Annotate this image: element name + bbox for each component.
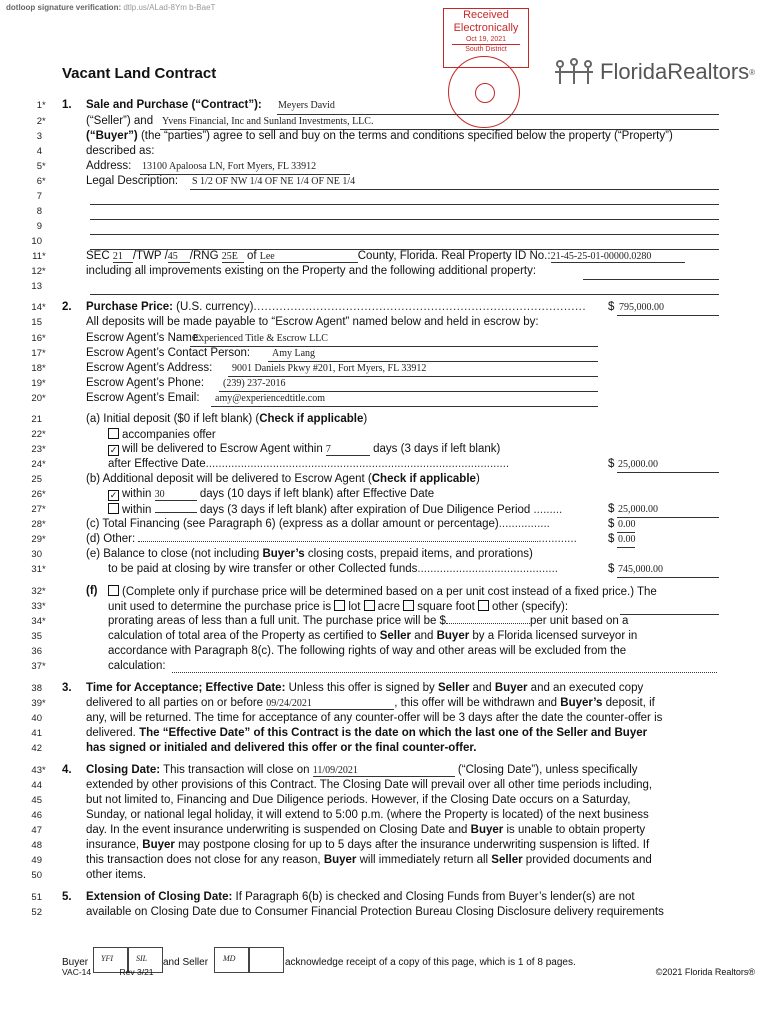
accompanies-label: accompanies offer <box>122 429 216 441</box>
form-rev: Rev 3/21 <box>119 967 154 977</box>
excluded-calc-label: calculation: <box>108 660 166 672</box>
unit-used-label: unit used to determine the purchase price is <box>108 601 332 613</box>
county-text: County, Florida. Real Property ID No.: <box>357 250 551 262</box>
line-number <box>0 116 48 127</box>
line-number <box>0 534 48 545</box>
line-number-value: 47 <box>31 825 42 836</box>
other-field[interactable] <box>138 541 538 542</box>
line-number <box>0 348 48 359</box>
required-star-icon: * <box>42 116 46 127</box>
seller-initial-box-2[interactable] <box>249 947 284 973</box>
line-number-value: 5 <box>36 161 42 172</box>
additional-deposit-amount[interactable]: 25,000.00 <box>618 504 658 515</box>
address-label: Address: <box>86 160 132 172</box>
accompanies-checkbox[interactable] <box>108 428 119 439</box>
line-number <box>0 444 48 455</box>
dotloop-verification <box>6 3 215 12</box>
line-number-value: 36 <box>31 646 42 657</box>
buyer-initial-2: SIL <box>136 954 148 963</box>
initial-deposit-text: (a) Initial deposit ($0 if left blank) (Check if applicable) <box>86 413 368 425</box>
per-unit-based-label: per unit based on a <box>529 615 629 627</box>
initial-deposit-amount[interactable]: 25,000.00 <box>618 459 658 470</box>
parcel-id-field[interactable]: 21-45-25-01-00000.0280 <box>551 251 685 263</box>
excluded-areas-field[interactable] <box>172 672 717 673</box>
prorating-label: prorating areas of less than a full unit. The purchase price will be $ <box>108 615 446 627</box>
stamp-seal-icon <box>448 56 520 128</box>
required-star-icon: * <box>42 564 46 575</box>
line-number <box>0 519 48 530</box>
other-label: (d) Other: <box>86 533 136 545</box>
accordance-text: accordance with Paragraph 8(c). The following rights of way and other areas will be excluded from the <box>108 645 627 657</box>
section-3-heading: Time for Acceptance; Effective Date: <box>86 682 286 694</box>
line-number-value: 30 <box>31 549 42 560</box>
line-number <box>0 504 48 515</box>
closing-date-suffix: (“Closing Date”), unless specifically <box>457 764 638 776</box>
including-text: including all improvements existing on the Property and the following additional property: <box>86 265 537 277</box>
per-unit-text <box>108 585 657 598</box>
line-number-value: 20 <box>31 393 42 404</box>
financing-label: (c) Total Financing (see Paragraph 6) (express as a dollar amount or percentage) <box>86 518 499 530</box>
required-star-icon: * <box>42 100 46 111</box>
lot-label: lot <box>348 601 361 613</box>
required-star-icon: * <box>42 765 46 776</box>
florida-realtors-logo <box>552 58 755 86</box>
balance-to-close-text-2: to be paid at closing by wire transfer or other Collected funds............................................ <box>108 563 558 575</box>
section-3-line5: has signed or initialed and delivered this offer or the final counter-offer. <box>86 742 477 754</box>
acre-label: acre <box>377 601 401 613</box>
twp-field[interactable]: 45 <box>168 251 190 263</box>
page-title: Vacant Land Contract <box>62 65 217 82</box>
purchase-price-row: Purchase Price: (U.S. currency).......................................................................................... <box>86 301 587 313</box>
line-number-value: 10 <box>31 236 42 247</box>
section-4-line1 <box>86 764 638 777</box>
required-star-icon: * <box>42 504 46 515</box>
section-4-heading: Closing Date: <box>86 764 161 776</box>
line-number-value: 52 <box>31 907 42 918</box>
deliver-within-checkbox[interactable] <box>108 445 119 456</box>
acre-checkbox[interactable] <box>364 600 375 611</box>
closing-date-field[interactable]: 11/09/2021 <box>313 765 455 777</box>
line-number <box>0 378 48 389</box>
unit-type-row <box>108 600 568 613</box>
section-3-number: 3. <box>62 682 72 694</box>
line-number-value: 34 <box>31 616 42 627</box>
required-star-icon: * <box>42 519 46 530</box>
deliver-within-label: will be delivered to Escrow Agent within <box>122 443 323 455</box>
stamp-line1: Received <box>463 9 509 21</box>
required-star-icon: * <box>42 302 46 313</box>
line-number <box>0 549 48 560</box>
footer-ack: acknowledge receipt of a copy of this page, which is 1 of 8 pages. <box>285 957 576 968</box>
balance-amount[interactable]: 745,000.00 <box>618 564 663 575</box>
required-star-icon: * <box>42 251 46 262</box>
section-3-line4 <box>86 727 647 739</box>
other-unit-field[interactable] <box>620 614 719 615</box>
deliver-within-option[interactable] <box>108 443 500 456</box>
currency-text: (U.S. currency) <box>176 301 254 313</box>
sec-field[interactable]: 21 <box>113 251 133 263</box>
line-number-value: 29 <box>31 534 42 545</box>
required-star-icon: * <box>42 534 46 545</box>
line-number <box>0 281 48 292</box>
line-number-value: 16 <box>31 333 42 344</box>
section-4-line4: Sunday, or national legal holiday, it will extend to 5:00 p.m. (where the Property is located) of the next business <box>86 809 649 821</box>
logo-registered-mark: ® <box>749 67 756 77</box>
required-star-icon: * <box>42 266 46 277</box>
sqft-checkbox[interactable] <box>403 600 414 611</box>
line-number <box>0 251 48 262</box>
escrow-address-label: Escrow Agent’s Address: <box>86 362 213 374</box>
line-number-value: 11 <box>32 251 42 262</box>
seller-initial: MD <box>223 954 236 963</box>
other-amount[interactable]: 0.00 <box>618 534 636 545</box>
line-number <box>0 631 48 642</box>
line-number-value: 25 <box>31 474 42 485</box>
stamp-date: Oct 19, 2021 <box>452 35 520 45</box>
form-id: VAC-14 <box>62 967 92 977</box>
required-star-icon: * <box>42 459 46 470</box>
line-number <box>0 206 48 217</box>
due-diligence-days-field[interactable] <box>155 512 197 513</box>
escrow-name-label: Escrow Agent’s Name: <box>86 332 202 344</box>
footer-form-id <box>62 967 154 977</box>
delivered-before-label: delivered to all parties on or before <box>86 697 264 709</box>
section-4-line2: extended by other provisions of this Contract. The Closing Date will prevail over all other time periods including, <box>86 779 653 791</box>
section-4-line8: other items. <box>86 869 147 881</box>
stamp-office: South District <box>465 46 507 53</box>
required-star-icon: * <box>42 378 46 389</box>
line-number <box>0 855 48 866</box>
within-label: within <box>122 488 152 500</box>
section-5-line1 <box>86 891 635 903</box>
line-number-value: 12 <box>31 266 42 277</box>
additional-within-option[interactable] <box>108 488 434 501</box>
other-unit-label: other (specify): <box>492 601 569 613</box>
rng-field[interactable]: 25E <box>222 251 244 263</box>
realtors-people-icon <box>552 58 596 86</box>
seller-label: (“Seller”) and <box>86 115 154 127</box>
section-4-line6: insurance, Buyer may postpone closing for up to 5 days after the insurance underwriting suspension is lifted. If <box>86 839 650 851</box>
total-financing-text: (c) Total Financing (see Paragraph 6) (express as a dollar amount or percentage)................ <box>86 518 550 530</box>
section-5-text: If Paragraph 6(b) is checked and Closing Funds from Buyer’s lender(s) are not <box>235 891 635 903</box>
line-number-value: 3 <box>36 131 42 142</box>
per-unit-desc: (Complete only if purchase price will be determined based on a per unit cost instead of a fixed price.) The <box>122 586 657 598</box>
line-number <box>0 317 48 328</box>
line-number <box>0 474 48 485</box>
seller-initial-box-1[interactable] <box>214 947 249 973</box>
dollar-sign-c: $ <box>608 518 615 530</box>
line-number <box>0 333 48 344</box>
accompanies-offer-option[interactable] <box>108 428 216 441</box>
line-number <box>0 728 48 739</box>
line-number <box>0 765 48 776</box>
line-number <box>0 713 48 724</box>
required-star-icon: * <box>42 176 46 187</box>
section-1-number: 1. <box>62 99 72 111</box>
line-number-value: 18 <box>31 363 42 374</box>
additional-property-field-a[interactable] <box>583 279 719 280</box>
acceptance-date-field[interactable]: 09/24/2021 <box>266 698 394 710</box>
section-4-line7: this transaction does not close for any reason, Buyer will immediately return all Seller provided documents and <box>86 854 652 866</box>
prorating-row <box>108 615 628 627</box>
line-number <box>0 661 48 672</box>
line-number-value: 26 <box>31 489 42 500</box>
wire-transfer-label: to be paid at closing by wire transfer or other Collected funds <box>108 563 418 575</box>
buyer-initial-1: YFI <box>101 954 113 963</box>
section-4-number: 4. <box>62 764 72 776</box>
verification-label: dotloop signature verification: <box>6 3 122 12</box>
per-unit-price-field[interactable] <box>446 623 530 624</box>
parties-text: (the “parties”) agree to sell and buy on the terms and conditions specified below the property (“Property”) <box>140 130 673 142</box>
line-number <box>0 892 48 903</box>
rng-label: /RNG <box>189 250 219 262</box>
required-star-icon: * <box>42 348 46 359</box>
escrow-email-label: Escrow Agent’s Email: <box>86 392 200 404</box>
deposits-text: All deposits will be made payable to “Escrow Agent” named below and held in escrow by: <box>86 316 539 328</box>
line-number-value: 49 <box>31 855 42 866</box>
lot-checkbox[interactable] <box>334 600 345 611</box>
line-number-value: 44 <box>31 780 42 791</box>
line-number <box>0 780 48 791</box>
other-unit-checkbox[interactable] <box>478 600 489 611</box>
sqft-label: square foot <box>417 601 475 613</box>
line-number <box>0 363 48 374</box>
legal-line-8[interactable] <box>90 219 719 220</box>
line-number <box>0 100 48 111</box>
per-unit-checkbox[interactable] <box>108 585 119 596</box>
line-number <box>0 840 48 851</box>
section-4-line3: but not limited to, Financing and Due Diligence periods. However, if the Closing Date occurs on a Saturday, <box>86 794 631 806</box>
line-number <box>0 616 48 627</box>
due-diligence-within-option[interactable]: within days (3 days if left blank) after expiration of Due Diligence Period ......... <box>108 503 562 516</box>
line-number <box>0 191 48 202</box>
after-effective-label: after Effective Date <box>108 458 206 470</box>
additional-within-checkbox[interactable] <box>108 490 119 501</box>
line-number-value: 37 <box>31 661 42 672</box>
line-number-value: 1 <box>36 100 42 111</box>
line-number <box>0 131 48 142</box>
line-number-value: 41 <box>31 728 42 739</box>
line-number-value: 31 <box>31 564 42 575</box>
line-number <box>0 825 48 836</box>
line-number-value: 40 <box>31 713 42 724</box>
required-star-icon: * <box>42 616 46 627</box>
line-number <box>0 683 48 694</box>
line-number-value: 38 <box>31 683 42 694</box>
twp-label: /TWP / <box>132 250 168 262</box>
footer-and-seller: and Seller <box>163 957 209 968</box>
line-number-value: 4 <box>36 146 42 157</box>
section-4-line5: day. In the event insurance underwriting is suspended on Closing Date and Buyer is unable to obtain property <box>86 824 646 836</box>
balance-to-close-text: (e) Balance to close (not including Buyer’s closing costs, prepaid items, and prorations) <box>86 548 533 560</box>
section-1-heading: Sale and Purchase (“Contract”): <box>86 99 262 111</box>
section-3-line1: Time for Acceptance; Effective Date: Unless this offer is signed by Seller and Buyer and an executed copy <box>86 682 644 694</box>
line-number-value: 2 <box>36 116 42 127</box>
section-3-line2: delivered to all parties on or before 09/24/2021 , this offer will be withdrawn and Buyer’s deposit, if <box>86 697 655 709</box>
required-star-icon: * <box>42 444 46 455</box>
additional-days-field[interactable]: 30 <box>155 489 197 501</box>
additional-property-field-b[interactable] <box>90 294 719 295</box>
line-number-value: 21 <box>31 414 42 425</box>
buyer-parties-text <box>86 130 673 142</box>
escrow-phone-label: Escrow Agent’s Phone: <box>86 377 205 389</box>
legal-line-9[interactable] <box>90 234 719 235</box>
dollar-sign-d: $ <box>608 533 615 545</box>
line-number <box>0 586 48 597</box>
line-number-value: 23 <box>31 444 42 455</box>
line-number <box>0 236 48 247</box>
line-number-value: 50 <box>31 870 42 881</box>
section-3-line3: any, will be returned. The time for acceptance of any counter-offer will be 3 days after the date the counter-offer is <box>86 712 663 724</box>
line-number <box>0 564 48 575</box>
line-number <box>0 646 48 657</box>
section-2-heading: Purchase Price: <box>86 301 173 313</box>
line-number <box>0 221 48 232</box>
within-label-2: within <box>122 504 152 516</box>
line-number-value: 39 <box>31 698 42 709</box>
additional-deposit-text: (b) Additional deposit will be delivered to Escrow Agent (Check if applicable) <box>86 473 480 485</box>
line-number <box>0 302 48 313</box>
escrow-contact-label: Escrow Agent’s Contact Person: <box>86 347 251 359</box>
line-number <box>0 907 48 918</box>
line-number <box>0 176 48 187</box>
line-number-value: 27 <box>31 504 42 515</box>
close-on-label: This transaction will close on <box>163 764 310 776</box>
section-2-number: 2. <box>62 301 72 313</box>
line-number <box>0 795 48 806</box>
line-number <box>0 146 48 157</box>
stamp-line2: Electronically <box>453 22 519 34</box>
financing-amount[interactable]: 0.00 <box>618 519 636 530</box>
after-effective-date: after Effective Date............................................................................................... <box>108 458 510 470</box>
line-number-value: 43 <box>31 765 42 776</box>
line-number-value: 33 <box>31 601 42 612</box>
line-number <box>0 698 48 709</box>
line-number-value: 24 <box>31 459 42 470</box>
logo-text: FloridaRealtors <box>600 59 750 84</box>
calculation-text: calculation of total area of the Property as certified to Seller and Buyer by a Florida licensed surveyor in <box>108 630 638 642</box>
line-number-value: 48 <box>31 840 42 851</box>
line-number <box>0 459 48 470</box>
section-5-line2: available on Closing Date due to Consumer Financial Protection Bureau Closing Disclosure delivery requirements <box>86 906 664 918</box>
line-number-value: 6 <box>36 176 42 187</box>
required-star-icon: * <box>42 586 46 597</box>
escrow-phone-field[interactable]: (239) 237-2016 <box>223 378 286 389</box>
purchase-price-field[interactable]: 795,000.00 <box>619 302 664 313</box>
line-number <box>0 266 48 277</box>
escrow-name-field[interactable]: Experienced Title & Escrow LLC <box>193 333 328 344</box>
county-field[interactable]: Lee <box>260 251 358 263</box>
line-number <box>0 810 48 821</box>
sec-label: SEC <box>86 250 110 262</box>
buyer-name-field[interactable]: Yvens Financial, Inc and Sunland Investments, LLC. <box>162 116 374 127</box>
line-number-value: 32 <box>31 586 42 597</box>
line-number-value: 19 <box>31 378 42 389</box>
footer-copyright: ©2021 Florida Realtors® <box>655 967 755 977</box>
line-number <box>0 393 48 404</box>
line-number-value: 15 <box>31 317 42 328</box>
required-star-icon: * <box>42 698 46 709</box>
effective-date-def: The “Effective Date” of this Contract is the date on which the last one of the Seller and Buyer <box>139 727 648 739</box>
required-star-icon: * <box>42 601 46 612</box>
line-number <box>0 489 48 500</box>
required-star-icon: * <box>42 363 46 374</box>
due-diligence-days-text: days (3 days if left blank) after expiration of Due Diligence Period <box>199 504 531 516</box>
line-number-value: 9 <box>36 221 42 232</box>
escrow-contact-field[interactable]: Amy Lang <box>272 348 316 359</box>
initial-days-field[interactable]: 7 <box>326 444 370 456</box>
initial-days-text: days (3 days if left blank) <box>373 443 501 455</box>
address-field[interactable]: 13100 Apaloosa LN, Fort Myers, FL 33912 <box>142 161 317 172</box>
section-5-heading: Extension of Closing Date: <box>86 891 233 903</box>
line-number <box>0 429 48 440</box>
dollar-sign: $ <box>608 301 615 313</box>
line-number-value: 14 <box>31 302 42 313</box>
line-number-value: 42 <box>31 743 42 754</box>
buyer-term: (“Buyer”) <box>86 130 138 142</box>
line-number-value: 17 <box>31 348 42 359</box>
line-number-value: 46 <box>31 810 42 821</box>
escrow-address-field[interactable]: 9001 Daniels Pkwy #201, Fort Myers, FL 33912 <box>232 363 427 374</box>
footer-buyer-label: Buyer <box>62 957 89 968</box>
dollar-sign-b: $ <box>608 503 615 515</box>
required-star-icon: * <box>42 429 46 440</box>
legal-description-field[interactable]: S 1/2 OF NW 1/4 OF NE 1/4 OF NE 1/4 <box>192 176 356 187</box>
required-star-icon: * <box>42 661 46 672</box>
line-number <box>0 601 48 612</box>
described-as: described as: <box>86 145 155 157</box>
line-number <box>0 743 48 754</box>
required-star-icon: * <box>42 161 46 172</box>
dollar-sign-a: $ <box>608 458 615 470</box>
verification-url[interactable]: dtlp.us/ALad-8Ym b-BaeT <box>123 3 216 12</box>
section-5-number: 5. <box>62 891 72 903</box>
escrow-email-field[interactable]: amy@experiencedtitle.com <box>215 393 325 404</box>
legal-line-7[interactable] <box>90 204 719 205</box>
required-star-icon: * <box>42 489 46 500</box>
line-number-value: 8 <box>36 206 42 217</box>
line-number-value: 35 <box>31 631 42 642</box>
line-number <box>0 870 48 881</box>
additional-days-text: days (10 days if left blank) after Effective Date <box>199 488 435 500</box>
required-star-icon: * <box>42 333 46 344</box>
legal-description-label: Legal Description: <box>86 175 179 187</box>
line-number-value: 28 <box>31 519 42 530</box>
line-number <box>0 414 48 425</box>
line-number-value: 51 <box>31 892 42 903</box>
dollar-sign-e: $ <box>608 563 615 575</box>
line-number-value: 13 <box>31 281 42 292</box>
line-number <box>0 161 48 172</box>
other-text: (d) Other: ............ <box>86 533 577 545</box>
delivered-label: delivered. <box>86 727 136 739</box>
line-number-value: 7 <box>36 191 42 202</box>
of-label: of <box>246 250 257 262</box>
line-number-value: 45 <box>31 795 42 806</box>
seller-name-field[interactable]: Meyers David <box>278 100 335 111</box>
due-diligence-checkbox[interactable] <box>108 503 119 514</box>
required-star-icon: * <box>42 393 46 404</box>
line-number-value: 22 <box>31 429 42 440</box>
per-unit-label: (f) <box>86 585 98 597</box>
sec-twp-rng-row <box>86 250 685 263</box>
